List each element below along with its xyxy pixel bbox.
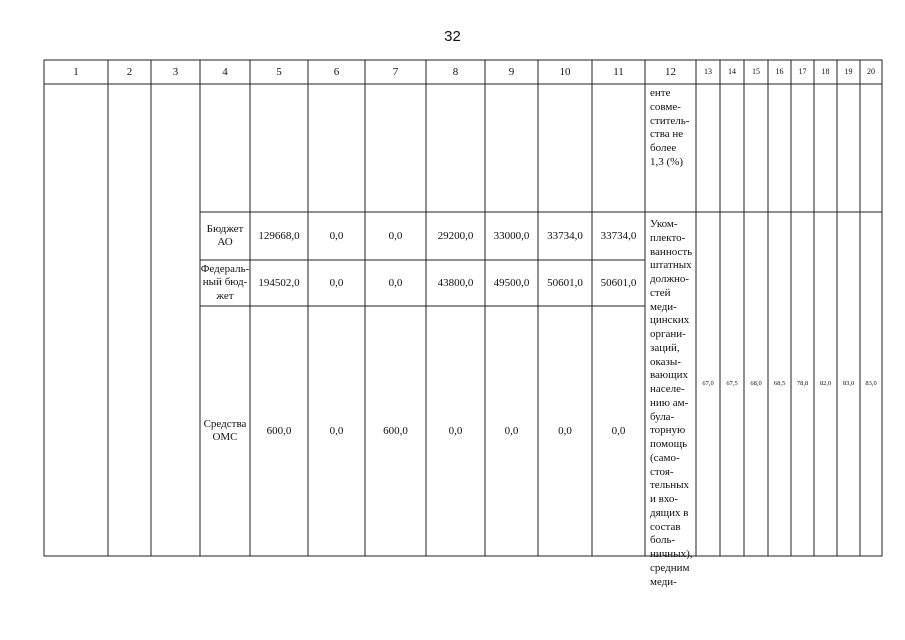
funding-value-cell: 0,0	[388, 276, 403, 289]
indicator-value-cell: 83,0	[842, 380, 855, 388]
funding-source-label: Средства ОМС	[203, 417, 247, 443]
column-header-11: 11	[613, 65, 624, 78]
funding-value-cell: 0,0	[558, 424, 572, 437]
column-header-10: 10	[559, 65, 571, 78]
funding-source-label: Федераль- ный бюд- жет	[200, 263, 250, 302]
funding-value-cell: 33734,0	[547, 229, 583, 242]
funding-value-cell: 194502,0	[258, 276, 300, 289]
funding-value-cell: 0,0	[504, 424, 519, 437]
funding-value-cell: 43800,0	[437, 276, 474, 289]
funding-value-cell: 0,0	[448, 424, 463, 437]
funding-value-cell: 49500,0	[493, 276, 530, 289]
column-header-16: 16	[775, 67, 784, 77]
funding-source-label: Бюджет АО	[206, 222, 244, 248]
indicator-value-cell: 67,5	[726, 380, 738, 388]
funding-value-cell: 0,0	[388, 229, 403, 242]
funding-value-cell: 600,0	[383, 424, 408, 437]
funding-value-cell: 29200,0	[437, 229, 474, 242]
indicator-value-cell: 83,0	[865, 380, 877, 388]
column-header-18: 18	[821, 67, 830, 77]
column-header-15: 15	[752, 67, 760, 77]
funding-value-cell: 0,0	[329, 229, 344, 242]
indicator-value-cell: 82,0	[819, 380, 832, 388]
column-header-17: 17	[798, 67, 807, 77]
column-header-12: 12	[665, 65, 676, 78]
indicator-value-cell: 67,0	[702, 380, 714, 388]
column-header-4: 4	[222, 65, 228, 78]
column-header-14: 14	[728, 67, 736, 77]
column-header-13: 13	[704, 67, 712, 77]
funding-value-cell: 33734,0	[600, 229, 637, 242]
indicator-value-cell: 68,5	[773, 380, 786, 388]
funding-value-cell: 129668,0	[258, 229, 300, 242]
column-header-19: 19	[844, 67, 853, 77]
column-header-7: 7	[392, 65, 399, 78]
page-number: 32	[444, 28, 461, 45]
column-header-2: 2	[126, 65, 133, 78]
column-header-1: 1	[73, 65, 79, 78]
column-header-9: 9	[508, 65, 515, 78]
indicator-value-cell: 78,8	[796, 380, 809, 388]
funding-value-cell: 0,0	[329, 424, 344, 437]
funding-value-cell: 50601,0	[547, 276, 583, 289]
column-header-8: 8	[452, 65, 459, 78]
column-header-5: 5	[276, 65, 282, 78]
column-header-6: 6	[333, 65, 340, 78]
funding-value-cell: 33000,0	[493, 229, 530, 242]
funding-value-cell: 0,0	[329, 276, 344, 289]
funding-value-cell: 600,0	[266, 424, 292, 437]
indicator-description: Уком- плекто- ванность штатных должно- стей меди- цинских органи- заций, оказы- вающих населе- нию ам- була- торную помощь (само- стоя- тельных и вхо- дящих в состав боль- ничных), средним меди-	[650, 218, 693, 588]
funding-value-cell: 0,0	[611, 424, 626, 437]
column-header-20: 20	[867, 67, 875, 77]
indicator-value-cell: 68,0	[750, 380, 762, 388]
funding-value-cell: 50601,0	[600, 276, 637, 289]
column-header-3: 3	[172, 65, 179, 78]
indicator-continuation-text: енте совме- ститель- ства не более 1,3 (%)	[650, 87, 690, 168]
